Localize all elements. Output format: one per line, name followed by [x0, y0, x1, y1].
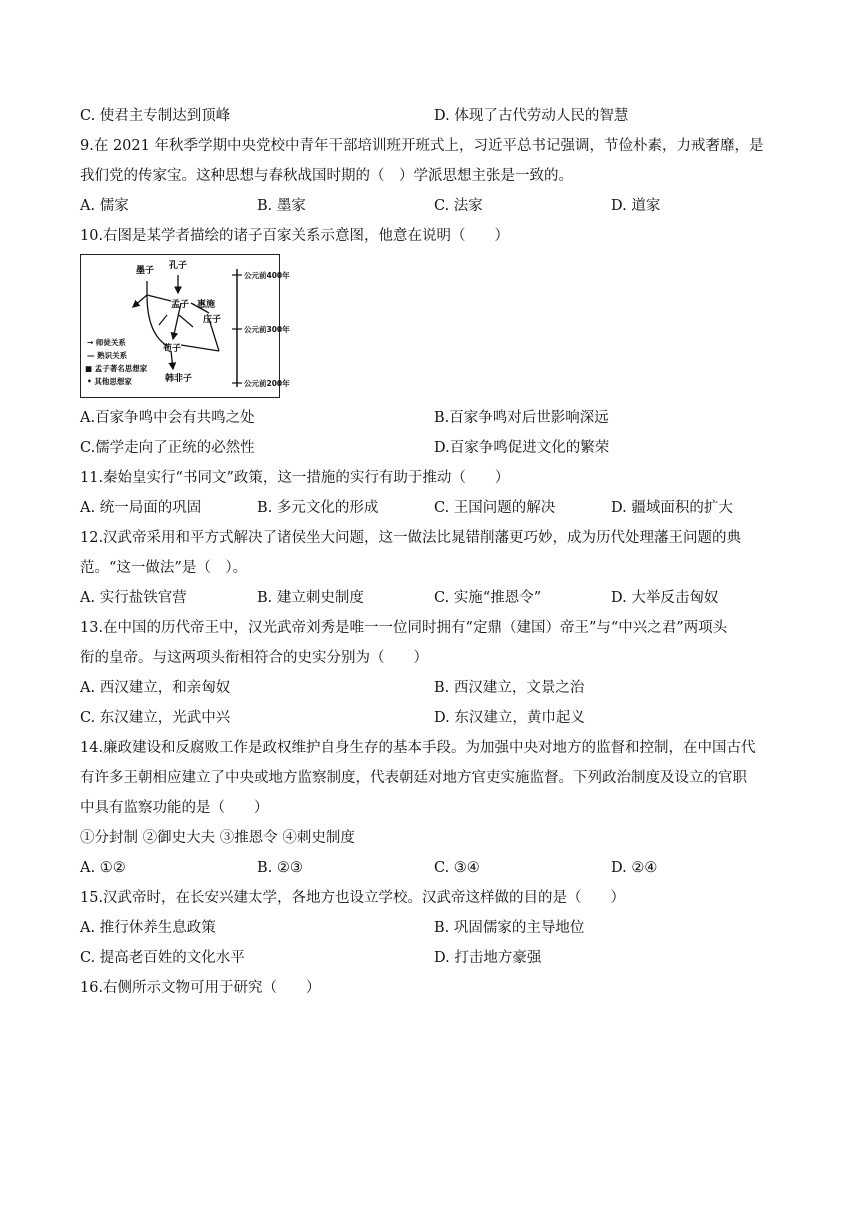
legend-acquaintance: — 熟识关系 [87, 351, 128, 360]
q11-option-d: D. 疆域面积的扩大 [611, 500, 733, 516]
tick-200bc: 公元前200年 [244, 379, 290, 388]
node-hanfeizi: 韩非子 [165, 374, 193, 384]
q15-stem: 15.汉武帝时，在长安兴建太学，各地方也设立学校。汉武帝这样做的目的是（ ） [80, 890, 626, 906]
q8-option-d: D. 体现了古代劳动人民的智慧 [434, 108, 629, 124]
q13-option-c: C. 东汉建立，光武中兴 [80, 710, 231, 726]
q13-option-a: A. 西汉建立，和亲匈奴 [80, 680, 231, 696]
q15-option-c: C. 提高老百姓的文化水平 [80, 950, 245, 966]
diagram-svg [81, 255, 290, 399]
node-mozi: 墨子 [136, 266, 155, 276]
q10-option-b: B.百家争鸣对后世影响深远 [434, 410, 609, 426]
q14-option-b: B. ②③ [257, 860, 303, 876]
q15-option-a: A. 推行休养生息政策 [80, 920, 216, 936]
legend-teacher-student: → 师徒关系 [87, 338, 126, 347]
node-huishi: 惠施 [197, 300, 216, 310]
q10-option-a: A.百家争鸣中会有共鸣之处 [80, 410, 255, 426]
q14-option-c: C. ③④ [434, 860, 480, 876]
q9-stem-line1: 9.在 2021 年秋季学期中央党校中青年干部培训班开班式上，习近平总书记强调，节俭朴素，力戒奢靡，是 [80, 138, 764, 154]
hundred-schools-diagram [80, 254, 290, 398]
q11-option-b: B. 多元文化的形成 [257, 500, 379, 516]
node-zhuangzi: 庄子 [203, 315, 222, 325]
q12-option-d: D. 大举反击匈奴 [611, 590, 719, 606]
q14-option-a: A. ①② [80, 860, 126, 876]
q13-option-b: B. 西汉建立，文景之治 [434, 680, 585, 696]
q15-option-d: D. 打击地方豪强 [434, 950, 542, 966]
q14-stem-line1: 14.廉政建设和反腐败工作是政权维护自身生存的基本手段。为加强中央对地方的监督和控制，在中国古代 [80, 740, 756, 756]
q14-items: ①分封制 ②御史大夫 ③推恩令 ④刺史制度 [80, 830, 355, 846]
q9-option-a: A. 儒家 [80, 198, 129, 214]
tick-300bc: 公元前300年 [244, 325, 290, 334]
q9-option-d: D. 道家 [611, 198, 661, 214]
q14-stem-line2: 有许多王朝相应建立了中央或地方监察制度，代表朝廷对地方官吏实施监督。下列政治制度及设立的官职 [80, 770, 747, 786]
q14-option-d: D. ②④ [611, 860, 658, 876]
q12-stem-line1: 12.汉武帝采用和平方式解决了诸侯坐大问题，这一做法比晁错削藩更巧妙，成为历代处理藩王问题的典 [80, 530, 742, 546]
q9-option-c: C. 法家 [434, 198, 483, 214]
tick-400bc: 公元前400年 [244, 271, 290, 280]
q16-stem: 16.右侧所示文物可用于研究（ ） [80, 980, 321, 996]
q8-option-c: C. 使君主专制达到顶峰 [80, 108, 231, 124]
q9-stem-line2: 我们党的传家宝。这种思想与春秋战国时期的（ ）学派思想主张是一致的。 [80, 168, 573, 184]
q10-option-c: C.儒学走向了正统的必然性 [80, 440, 255, 456]
q13-stem-line2: 衔的皇帝。与这两项头衔相符合的史实分别为（ ） [80, 650, 428, 666]
q12-option-a: A. 实行盐铁官营 [80, 590, 187, 606]
node-xunzi: 荀子 [163, 344, 182, 354]
legend-famous-thinker: ■ 孟子著名思想家 [85, 364, 148, 373]
node-mengzi: 孟子 [171, 300, 190, 310]
node-kongzi: 孔子 [169, 261, 188, 271]
q13-stem-line1: 13.在中国的历代帝王中，汉光武帝刘秀是唯一一位同时拥有“定鼎（建国）帝王”与“中兴之君”两项头 [80, 620, 728, 636]
q13-option-d: D. 东汉建立，黄巾起义 [434, 710, 585, 726]
q12-stem-line2: 范。“这一做法”是（ ）。 [80, 560, 248, 576]
q15-option-b: B. 巩固儒家的主导地位 [434, 920, 585, 936]
q12-option-c: C. 实施“推恩令” [434, 590, 542, 606]
q9-option-b: B. 墨家 [257, 198, 306, 214]
legend-other-thinker: • 其他思想家 [87, 377, 132, 386]
q12-option-b: B. 建立刺史制度 [257, 590, 364, 606]
q11-stem: 11.秦始皇实行“书同文”政策，这一措施的实行有助于推动（ ） [80, 470, 510, 486]
q11-option-a: A. 统一局面的巩固 [80, 500, 202, 516]
q11-option-c: C. 王国问题的解决 [434, 500, 556, 516]
q10-option-d: D.百家争鸣促进文化的繁荣 [434, 440, 610, 456]
q10-stem: 10.右图是某学者描绘的诸子百家关系示意图，他意在说明（ ） [80, 228, 510, 244]
q14-stem-line3: 中具有监察功能的是（ ） [80, 800, 269, 816]
